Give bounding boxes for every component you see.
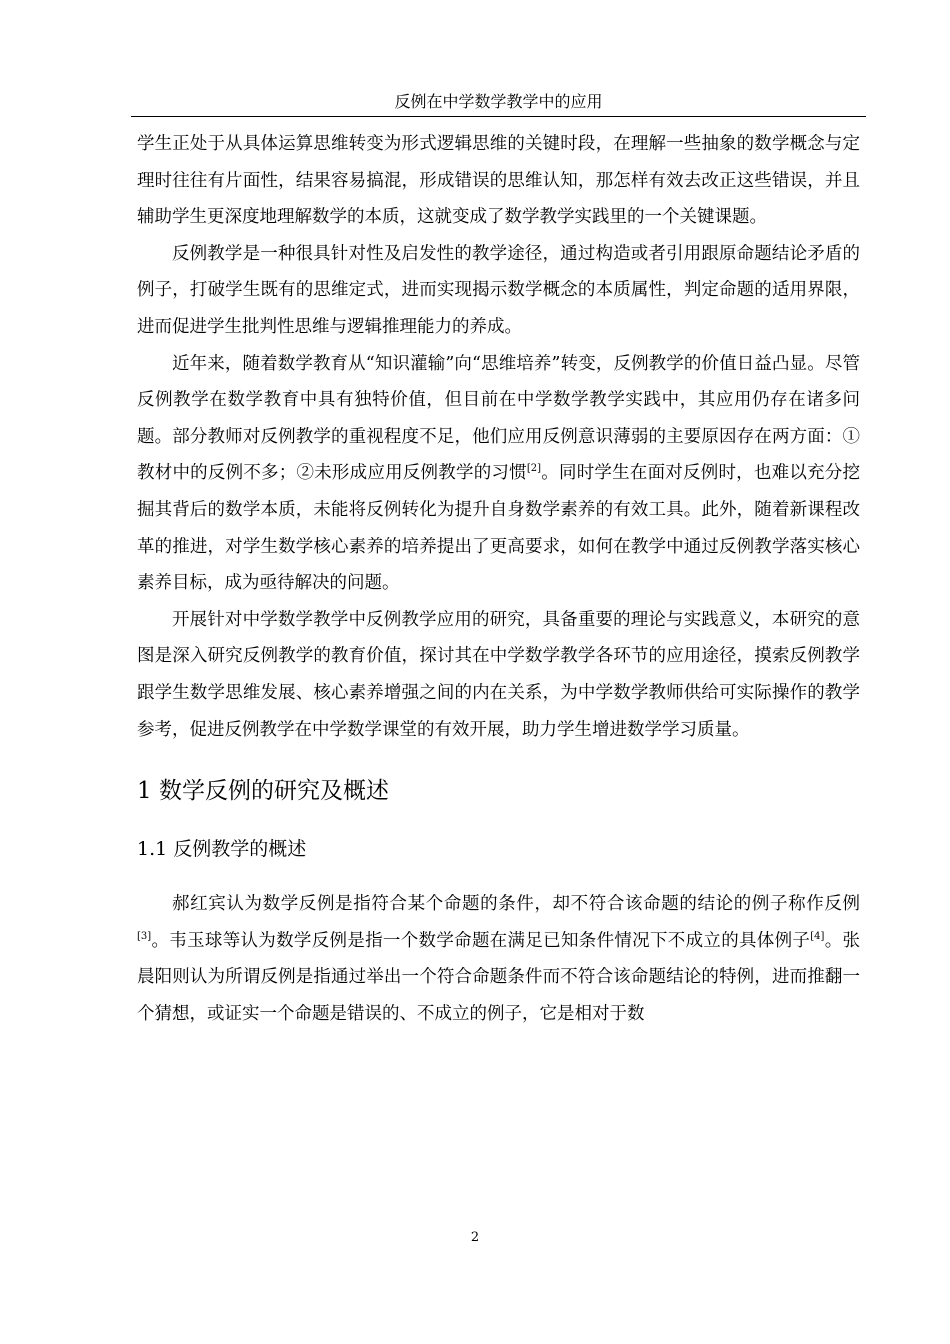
- citation-2[interactable]: [2]: [526, 463, 542, 475]
- paragraph-text: 。张晨阳则认为所谓反例是指通过举出一个符合命题条件而不符合该命题结论的特例，进而推翻一个猜想，或证实一个命题是错误的、不成立的例子，它是相对于数: [137, 930, 860, 1024]
- paragraph-text: 。同时学生在面对反例时，也难以充分挖掘其背后的数学本质，未能将反例转化为提升自身数学素养的有效工具。此外，随着新课程改革的推进，对学生数学核心素养的培养提出了更高要求，如何在教学中通过反例教学落实核心素养目标，成为亟待解决的问题。: [137, 463, 861, 594]
- citation-4[interactable]: [4]: [810, 930, 825, 942]
- section-heading-1-1: 1.1 反例教学的概述: [137, 838, 307, 861]
- section-heading-1: 1 数学反例的研究及概述: [137, 778, 389, 805]
- page-number: 2: [470, 1230, 480, 1245]
- paragraph-text: 近年来，随着数学教育从“知识灌输”向“思维培养”转变，反例教学的价值日益凸显。尽管反例教学在数学教育中具有独特价值，但目前在中学数学教学实践中，其应用仍存在诸多问题。部分教师对反例教学的重视程度不足，他们应用反例意识薄弱的主要原因存在两方面：①教材中的反例不多；②未形成应用反例教学的习惯: [137, 353, 860, 484]
- page-footer: [0, 1228, 950, 1248]
- page-body: [137, 126, 860, 1032]
- running-header-title: 反例在中学数学教学中的应用: [394, 92, 603, 111]
- paragraph-research-significance: 开展针对中学数学教学中反例教学应用的研究，具备重要的理论与实践意义，本研究的意图是深入研究反例教学的教育价值，探讨其在中学数学教学各环节的应用途径，摸索反例教学跟学生数学思维发展、核心素养增强之间的内在关系，为中学数学教师供给可实际操作的教学参考，促进反例教学在中学数学课堂的有效开展，助力学生增进数学学习质量。: [137, 609, 860, 740]
- paragraph-recent-years: [137, 346, 860, 602]
- paragraph-continued: 学生正处于从具体运算思维转变为形式逻辑思维的关键时段，在理解一些抽象的数学概念与定理时往往有片面性，结果容易搞混，形成错误的思维认知，那怎样有效去改正这些错误，并且辅助学生更深度地理解数学的本质，这就变成了数学教学实践里的一个关键课题。: [137, 134, 860, 228]
- paragraph-text: 郝红宾认为数学反例是指符合某个命题的条件，却不符合该命题的结论的例子称作反例: [172, 894, 860, 915]
- paragraph-counterexample-teaching: 反例教学是一种很具针对性及启发性的教学途径，通过构造或者引用跟原命题结论矛盾的例子，打破学生既有的思维定式，进而实现揭示数学概念的本质属性，判定命题的适用界限，进而促进学生批判性思维与逻辑推理能力的养成。: [137, 243, 860, 337]
- paragraph-text: 。韦玉球等认为数学反例是指一个数学命题在满足已知条件情况下不成立的具体例子: [151, 930, 811, 951]
- citation-3[interactable]: [3]: [137, 930, 152, 942]
- running-header: [131, 90, 866, 117]
- paragraph-definitions: [137, 886, 860, 1032]
